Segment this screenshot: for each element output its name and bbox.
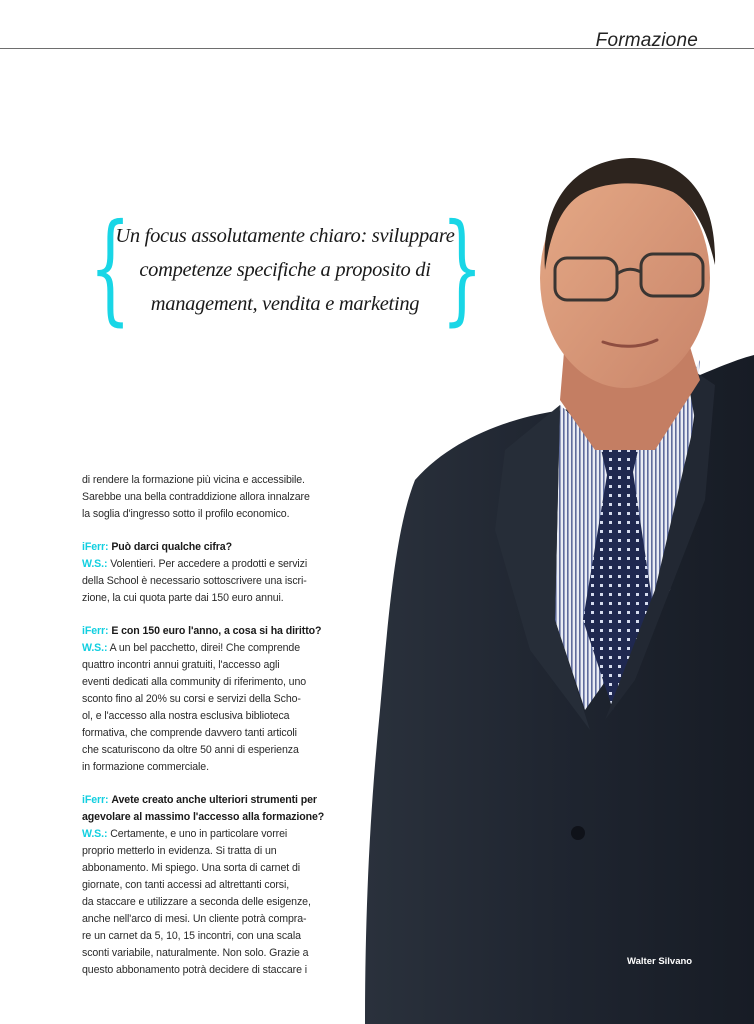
answer-line: W.S.: Certamente, e uno in particolare vorrei [82,828,288,840]
suit-button [571,826,585,840]
pull-quote-line: management, vendita e marketing [150,293,420,315]
qa-block-3: iFerr: Avete creato anche ulteriori strumenti per agevolare al massimo l'accesso alla formazione? W.S.: Certamente, e uno in particolare vorrei proprio metterlo in evidenza. Si tratta di un abbonamento. Mi spiego. Una sorta di carnet di giornate, con tanti accessi ad altrettanti corsi, da staccare e utilizzare a seconda delle esigenze, anche nell'arco di mesi. Un cliente potrà compra- re un carnet da 5, 10, 15 incontri, con una scala sconti variabile, naturalmente. Non solo. Grazie a questo abbonamento potrà decidere di staccare i [82,794,325,976]
photo-caption: Walter Silvano [627,956,693,967]
article-column [82,472,325,995]
section-title: Formazione [595,30,698,51]
respondent-tag: W.S.: [82,642,108,654]
pull-quote-line: Un focus assolutamente chiaro: sviluppare [115,225,455,247]
right-brace-icon: } [440,199,483,338]
answer-line: W.S.: Volentieri. Per accedere a prodotti e servizi [82,558,308,570]
qa-block-2: iFerr: E con 150 euro l'anno, a cosa si ha diritto? W.S.: A un bel pacchetto, direi! Che comprende quattro incontri annui gratuiti, l'accesso agli eventi dedicati alla community di riferimento, uno sconto fino al 20% su corsi e servizi della Scho- ol, e l'accesso alla nostra esclusiva biblioteca formativa, che comprende davvero tanti articoli che scaturiscono da oltre 50 anni di esperienza in formazione commerciale. [82,625,322,773]
interviewer-tag: iFerr: [82,625,109,637]
question: iFerr: Avete creato anche ulteriori strumenti per [82,794,317,806]
interviewer-tag: iFerr: [82,794,109,806]
portrait-photo [355,150,754,1024]
respondent-tag: W.S.: [82,828,108,840]
question: iFerr: Può darci qualche cifra? [82,541,232,553]
left-brace-icon: { [89,199,132,338]
answer-line: W.S.: A un bel pacchetto, direi! Che comprende [82,642,301,654]
interviewer-tag: iFerr: [82,541,109,553]
question: iFerr: E con 150 euro l'anno, a cosa si ha diritto? [82,625,322,637]
intro-paragraph: di rendere la formazione più vicina e accessibile. Sarebbe una bella contraddizione allora innalzare la soglia d'ingresso sotto il profilo economico. [82,474,310,520]
pull-quote-line: competenze specifiche a proposito di [139,259,431,281]
qa-block-1: iFerr: Può darci qualche cifra? W.S.: Volentieri. Per accedere a prodotti e servizi della School è necessario sottoscrivere una iscri- zione, la cui quota parte dai 150 euro annui. [82,539,314,607]
respondent-tag: W.S.: [82,558,108,570]
